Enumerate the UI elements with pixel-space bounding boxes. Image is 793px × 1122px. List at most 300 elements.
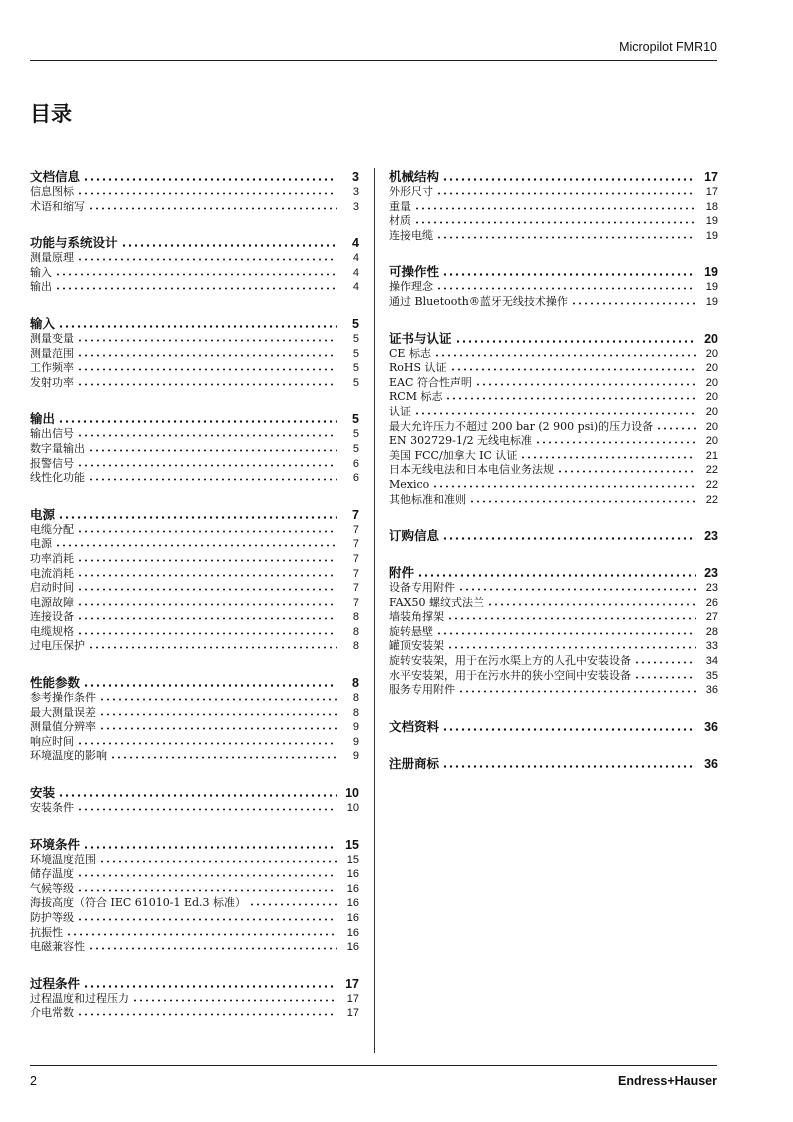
toc-page-number: 9 — [352, 750, 359, 763]
toc-entry-title: 术语和缩写 — [30, 199, 85, 213]
toc-entry[interactable] — [389, 478, 718, 493]
dot-leader — [88, 646, 337, 649]
toc-entry[interactable] — [30, 523, 359, 538]
toc-entry-title: 参考操作条件 — [30, 691, 96, 705]
toc-entry-title: EAC 符合性声明 — [389, 375, 472, 389]
toc-page-number: 4 — [352, 281, 359, 294]
toc-entry[interactable] — [389, 280, 718, 295]
toc-page-number: 16 — [346, 941, 359, 954]
toc-entry[interactable] — [30, 882, 359, 897]
toc-column-left — [30, 169, 359, 1042]
toc-section — [30, 837, 359, 955]
toc-entry[interactable] — [389, 295, 718, 310]
toc-section-title: 文档资料 — [389, 718, 440, 734]
toc-page-number: 4 — [352, 252, 359, 265]
dot-leader — [83, 985, 337, 988]
dot-leader — [77, 874, 337, 877]
toc-page-number: 16 — [346, 897, 359, 910]
dot-leader — [436, 192, 696, 195]
toc-page-number: 16 — [346, 912, 359, 924]
toc-entry[interactable] — [30, 625, 359, 640]
toc-entry-title: 连接设备 — [30, 610, 74, 624]
toc-entry[interactable] — [30, 552, 359, 567]
toc-entry-title: 数字量输出 — [30, 441, 85, 455]
toc-entry-title: 操作理念 — [389, 280, 433, 294]
toc-page-number: 8 — [352, 625, 359, 638]
toc-entry-title: 输出信号 — [30, 427, 74, 441]
toc-entry[interactable] — [30, 347, 359, 362]
toc-entry-title: 输入 — [30, 265, 52, 279]
toc-section-heading[interactable] — [389, 719, 718, 735]
dot-leader — [436, 236, 696, 239]
toc-section-title: 输出 — [30, 411, 56, 427]
document-header-title: Micropilot FMR10 — [619, 40, 717, 54]
toc-page-number: 22 — [705, 478, 718, 491]
dot-leader — [58, 325, 337, 328]
toc-page-number: 20 — [705, 420, 718, 433]
toc-section-title: 输入 — [30, 315, 56, 331]
dot-leader — [414, 221, 696, 224]
toc-entry-title: 日本无线电法和日本电信业务法规 — [389, 463, 554, 477]
toc-entry[interactable] — [389, 654, 718, 669]
dot-leader — [77, 632, 337, 635]
dot-leader — [110, 756, 337, 759]
toc-section — [30, 316, 359, 390]
toc-page-number: 15 — [346, 853, 359, 866]
toc-page-number: 10 — [346, 802, 359, 815]
toc-section — [30, 411, 359, 485]
toc-entry[interactable] — [30, 457, 359, 472]
toc-entry[interactable] — [30, 1006, 359, 1021]
toc-section-heading[interactable] — [30, 837, 359, 853]
toc-section-title: 环境条件 — [30, 836, 81, 852]
toc-page-number: 34 — [705, 655, 718, 668]
toc-page-number: 16 — [346, 882, 359, 895]
toc-entry-title: 输出 — [30, 280, 52, 294]
toc-section-heading[interactable] — [30, 411, 359, 427]
toc-entry-title: 连接电缆 — [389, 228, 433, 242]
toc-section-title: 功能与系统设计 — [30, 235, 118, 251]
dot-leader — [447, 617, 696, 620]
dot-leader — [469, 500, 696, 503]
toc-entry[interactable] — [389, 347, 718, 362]
toc-section-title: 电源 — [30, 506, 56, 522]
toc-page-number: 17 — [346, 1007, 359, 1020]
toc-entry[interactable] — [389, 390, 718, 405]
dot-leader — [442, 728, 696, 731]
toc-entry-title: 发射功率 — [30, 375, 74, 389]
toc-section-title: 可操作性 — [389, 264, 440, 280]
toc-page-number: 7 — [352, 538, 359, 551]
toc-entry-title: CE 标志 — [389, 346, 431, 360]
dot-leader — [434, 354, 696, 357]
dot-leader — [77, 530, 337, 533]
toc-section-heading[interactable] — [30, 169, 359, 185]
toc-page-number: 5 — [352, 332, 359, 345]
toc-page-number: 7 — [352, 552, 359, 565]
dot-leader — [83, 178, 337, 181]
dot-leader — [88, 449, 337, 452]
toc-entry[interactable] — [30, 706, 359, 721]
dot-leader — [77, 368, 337, 371]
dot-leader — [88, 207, 337, 210]
toc-entry[interactable] — [30, 896, 359, 911]
dot-leader — [442, 765, 696, 768]
toc-entry-title: 旋转悬壁 — [389, 624, 433, 638]
toc-section-heading[interactable] — [30, 235, 359, 251]
toc-page-number: 7 — [352, 582, 359, 595]
toc-page-number: 3 — [352, 170, 359, 184]
toc-page-number: 3 — [352, 200, 359, 213]
dot-leader — [458, 690, 696, 693]
dot-leader — [83, 684, 337, 687]
toc-page-number: 5 — [352, 442, 359, 455]
toc-page-number: 17 — [345, 976, 359, 991]
toc-entry[interactable] — [30, 926, 359, 941]
toc-entry[interactable] — [30, 639, 359, 654]
toc-page-number: 36 — [704, 719, 718, 734]
dot-leader — [88, 478, 337, 481]
dot-leader — [88, 947, 337, 950]
footer-brand: Endress+Hauser — [617, 1074, 717, 1088]
toc-entry[interactable] — [389, 449, 718, 464]
dot-leader — [442, 178, 696, 181]
toc-section — [30, 675, 359, 764]
toc-entry-title: 电流消耗 — [30, 566, 74, 580]
toc-entry-title: 其他标准和准则 — [389, 492, 466, 506]
toc-entry[interactable] — [30, 940, 359, 955]
toc-page-number: 19 — [705, 295, 718, 308]
toc-section — [30, 235, 359, 295]
toc-section-title: 附件 — [389, 565, 415, 581]
dot-leader — [417, 574, 696, 577]
toc-page-number: 5 — [352, 347, 359, 360]
toc-page-number: 23 — [704, 566, 718, 581]
toc-entry[interactable] — [389, 420, 718, 435]
toc-entry-title: 过程温度和过程压力 — [30, 991, 129, 1005]
toc-section-title: 文档信息 — [30, 169, 81, 184]
toc-entry[interactable] — [30, 749, 359, 764]
toc-entry-title: 启动时间 — [30, 581, 74, 595]
toc-entry-title: 电缆分配 — [30, 522, 74, 536]
toc-section — [389, 264, 718, 309]
toc-section-title: 订购信息 — [389, 528, 440, 544]
page-number: 2 — [30, 1074, 37, 1088]
dot-leader — [571, 302, 696, 305]
toc-section — [389, 331, 718, 508]
footer-rule — [30, 1065, 717, 1066]
toc-entry[interactable] — [389, 214, 718, 229]
header-rule — [30, 60, 717, 61]
dot-leader — [55, 273, 337, 276]
toc-entry[interactable] — [30, 992, 359, 1007]
dot-leader — [414, 207, 696, 210]
toc-section-heading[interactable] — [389, 169, 718, 185]
toc-page-number: 9 — [352, 735, 359, 748]
dot-leader — [99, 727, 337, 730]
toc-section-title: 安装 — [30, 785, 56, 801]
toc-page-number: 21 — [705, 449, 718, 462]
toc-entry-title: 水平安装架，用于在污水井的狭小空间中安装设备 — [389, 668, 631, 682]
toc-entry-title: 认证 — [389, 404, 411, 418]
toc-entry-title: 测量范围 — [30, 346, 74, 360]
toc-entry-title: 重量 — [389, 199, 411, 213]
toc-page-number: 4 — [352, 236, 359, 251]
toc-entry[interactable] — [30, 801, 359, 816]
dot-leader — [535, 441, 696, 444]
toc-page-number: 5 — [352, 376, 359, 389]
toc-entry[interactable] — [389, 405, 718, 420]
toc-entry-title: 过电压保护 — [30, 639, 85, 653]
toc-entry[interactable] — [389, 229, 718, 244]
dot-leader — [249, 903, 337, 906]
dot-leader — [475, 383, 696, 386]
toc-page-number: 5 — [352, 316, 359, 331]
dot-leader — [656, 427, 696, 430]
toc-page-number: 3 — [352, 186, 359, 198]
toc-entry-title: 测量值分辨率 — [30, 720, 96, 734]
toc-page-number: 7 — [352, 523, 359, 536]
dot-leader — [77, 464, 337, 467]
dot-leader — [77, 742, 337, 745]
dot-leader — [77, 617, 337, 620]
dot-leader — [58, 516, 337, 519]
toc-entry[interactable] — [30, 720, 359, 735]
toc-entry-title: 抗振性 — [30, 925, 63, 939]
toc-page-number: 6 — [352, 472, 359, 485]
dot-leader — [436, 632, 696, 635]
toc-entry-title: 材质 — [389, 214, 411, 228]
toc-section-heading[interactable] — [389, 756, 718, 772]
toc-entry[interactable] — [30, 251, 359, 266]
toc-entry[interactable] — [389, 200, 718, 215]
toc-page-number: 33 — [705, 640, 718, 653]
toc-page-number: 26 — [705, 596, 718, 609]
toc-entry[interactable] — [30, 691, 359, 706]
toc-section — [389, 169, 718, 243]
toc-entry-title: RoHS 认证 — [389, 361, 447, 375]
dot-leader — [66, 933, 337, 936]
toc-page-number: 5 — [352, 362, 359, 375]
toc-entry[interactable] — [30, 911, 359, 926]
toc-entry-title: 线性化功能 — [30, 471, 85, 485]
dot-leader — [77, 574, 337, 577]
toc-entry[interactable] — [30, 442, 359, 457]
toc-column-right — [389, 169, 718, 793]
toc-entry[interactable] — [389, 185, 718, 200]
toc-page-number: 22 — [705, 464, 718, 477]
toc-page-number: 16 — [346, 868, 359, 881]
toc-page-number: 7 — [352, 507, 359, 522]
toc-entry-title: 报警信号 — [30, 456, 74, 470]
toc-entry-title: 外形尺寸 — [389, 185, 433, 198]
toc-section-heading[interactable] — [389, 528, 718, 544]
toc-page-number: 36 — [705, 684, 718, 697]
toc-section — [30, 169, 359, 214]
toc-section-heading[interactable] — [389, 331, 718, 347]
toc-page-number: 28 — [705, 625, 718, 638]
toc-entry[interactable] — [389, 361, 718, 376]
toc-page-number: 16 — [346, 926, 359, 939]
dot-leader — [55, 287, 337, 290]
toc-page-number: 20 — [705, 376, 718, 389]
toc-page-number: 5 — [352, 412, 359, 427]
toc-entry[interactable] — [30, 427, 359, 442]
toc-entry-title: 工作频率 — [30, 361, 74, 375]
toc-entry[interactable] — [389, 581, 718, 596]
toc-entry-title: 电缆规格 — [30, 624, 74, 638]
dot-leader — [77, 808, 337, 811]
toc-entry-title: 电源故障 — [30, 595, 74, 609]
toc-entry[interactable] — [389, 596, 718, 611]
toc-entry-title: 响应时间 — [30, 734, 74, 748]
toc-entry-title: 环境温度的影响 — [30, 749, 107, 763]
toc-section-heading[interactable] — [30, 507, 359, 523]
toc-entry-title: 介电常数 — [30, 1006, 74, 1020]
toc-page-number: 7 — [352, 567, 359, 580]
toc-entry[interactable] — [389, 683, 718, 698]
toc-entry-title: 罐顶安装架 — [389, 639, 444, 653]
dot-leader — [450, 368, 696, 371]
toc-section-heading[interactable] — [389, 264, 718, 280]
toc-entry-title: 最大测量误差 — [30, 705, 96, 719]
toc-entry[interactable] — [30, 185, 359, 200]
toc-page-number: 17 — [346, 992, 359, 1005]
toc-page-number: 10 — [345, 786, 359, 801]
toc-page-number: 35 — [705, 669, 718, 682]
toc-entry[interactable] — [30, 376, 359, 391]
dot-leader — [77, 603, 337, 606]
toc-entry-title: 通过 Bluetooth®蓝牙无线技术操作 — [389, 294, 568, 308]
toc-page-number: 8 — [352, 692, 359, 705]
toc-page-number: 19 — [704, 265, 718, 280]
toc-section-title: 注册商标 — [389, 755, 440, 771]
toc-section-heading[interactable] — [30, 675, 359, 691]
toc-page-number: 27 — [705, 611, 718, 624]
toc-page-number: 23 — [705, 582, 718, 595]
toc-section — [30, 785, 359, 816]
dot-leader — [99, 713, 337, 716]
dot-leader — [458, 588, 696, 591]
dot-leader — [77, 339, 337, 342]
dot-leader — [634, 661, 696, 664]
toc-section — [389, 719, 718, 735]
toc-page-number: 17 — [704, 170, 718, 184]
dot-leader — [520, 456, 696, 459]
dot-leader — [432, 485, 696, 488]
toc-section — [30, 507, 359, 654]
toc-section — [30, 976, 359, 1021]
dot-leader — [99, 860, 337, 863]
toc-entry[interactable] — [389, 610, 718, 625]
dot-leader — [83, 846, 337, 849]
column-divider — [374, 168, 375, 1053]
toc-entry-title: EN 302729-1/2 无线电标准 — [389, 434, 533, 448]
dot-leader — [77, 889, 337, 892]
dot-leader — [414, 412, 696, 415]
dot-leader — [58, 420, 337, 423]
toc-page-number: 9 — [352, 721, 359, 734]
toc-page-number: 20 — [705, 362, 718, 375]
toc-entry[interactable] — [30, 610, 359, 625]
dot-leader — [77, 918, 337, 921]
toc-entry[interactable] — [389, 493, 718, 508]
toc-entry[interactable] — [30, 581, 359, 596]
toc-section-heading[interactable] — [389, 565, 718, 581]
toc-entry[interactable] — [30, 332, 359, 347]
toc-section-heading[interactable] — [30, 785, 359, 801]
toc-page-number: 6 — [352, 457, 359, 470]
toc-entry-title: 气候等级 — [30, 881, 74, 895]
toc-entry[interactable] — [30, 853, 359, 868]
toc-section-heading[interactable] — [30, 316, 359, 332]
toc-page-number: 8 — [352, 640, 359, 653]
toc-entry[interactable] — [30, 361, 359, 376]
toc-entry[interactable] — [389, 639, 718, 654]
toc-entry[interactable] — [30, 266, 359, 281]
toc-section — [389, 756, 718, 772]
toc-page-number: 7 — [352, 596, 359, 609]
toc-entry-title: 最大允许压力不超过 200 bar (2 900 psi)的压力设备 — [389, 419, 654, 433]
toc-page-number: 4 — [352, 266, 359, 279]
toc-section-title: 证书与认证 — [389, 330, 452, 346]
toc-entry[interactable] — [30, 280, 359, 295]
dot-leader — [445, 397, 696, 400]
toc-entry[interactable] — [30, 735, 359, 750]
toc-entry[interactable] — [389, 463, 718, 478]
toc-section-heading[interactable] — [30, 976, 359, 992]
dot-leader — [442, 537, 696, 540]
dot-leader — [77, 258, 337, 261]
dot-leader — [77, 354, 337, 357]
toc-entry-title: 防护等级 — [30, 911, 74, 924]
toc-entry[interactable] — [30, 567, 359, 582]
toc-entry-title: 电磁兼容性 — [30, 940, 85, 954]
toc-page-number: 19 — [705, 281, 718, 294]
toc-page-number: 17 — [705, 186, 718, 198]
toc-entry[interactable] — [389, 669, 718, 684]
toc-entry[interactable] — [389, 434, 718, 449]
toc-entry-title: 储存温度 — [30, 867, 74, 881]
toc-entry[interactable] — [389, 625, 718, 640]
dot-leader — [557, 470, 696, 473]
toc-entry-title: FAX50 螺纹式法兰 — [389, 595, 484, 609]
dot-leader — [77, 588, 337, 591]
dot-leader — [55, 544, 337, 547]
toc-entry[interactable] — [30, 200, 359, 215]
dot-leader — [121, 244, 337, 247]
toc-entry-title: 设备专用附件 — [389, 581, 455, 595]
toc-page-number: 22 — [705, 493, 718, 506]
dot-leader — [436, 287, 696, 290]
toc-entry-title: Mexico — [389, 477, 430, 491]
toc-entry[interactable] — [30, 471, 359, 486]
toc-entry[interactable] — [389, 376, 718, 391]
toc-entry[interactable] — [30, 867, 359, 882]
toc-page-number: 20 — [705, 347, 718, 360]
toc-entry-title: 功率消耗 — [30, 551, 74, 565]
dot-leader — [77, 383, 337, 386]
toc-page-number: 36 — [704, 756, 718, 771]
toc-entry[interactable] — [30, 596, 359, 611]
toc-entry[interactable] — [30, 537, 359, 552]
dot-leader — [77, 1013, 337, 1016]
toc-entry-title: 环境温度范围 — [30, 852, 96, 866]
toc-entry-title: RCM 标志 — [389, 390, 443, 404]
dot-leader — [132, 999, 337, 1002]
toc-page-number: 23 — [704, 529, 718, 544]
dot-leader — [487, 603, 696, 606]
